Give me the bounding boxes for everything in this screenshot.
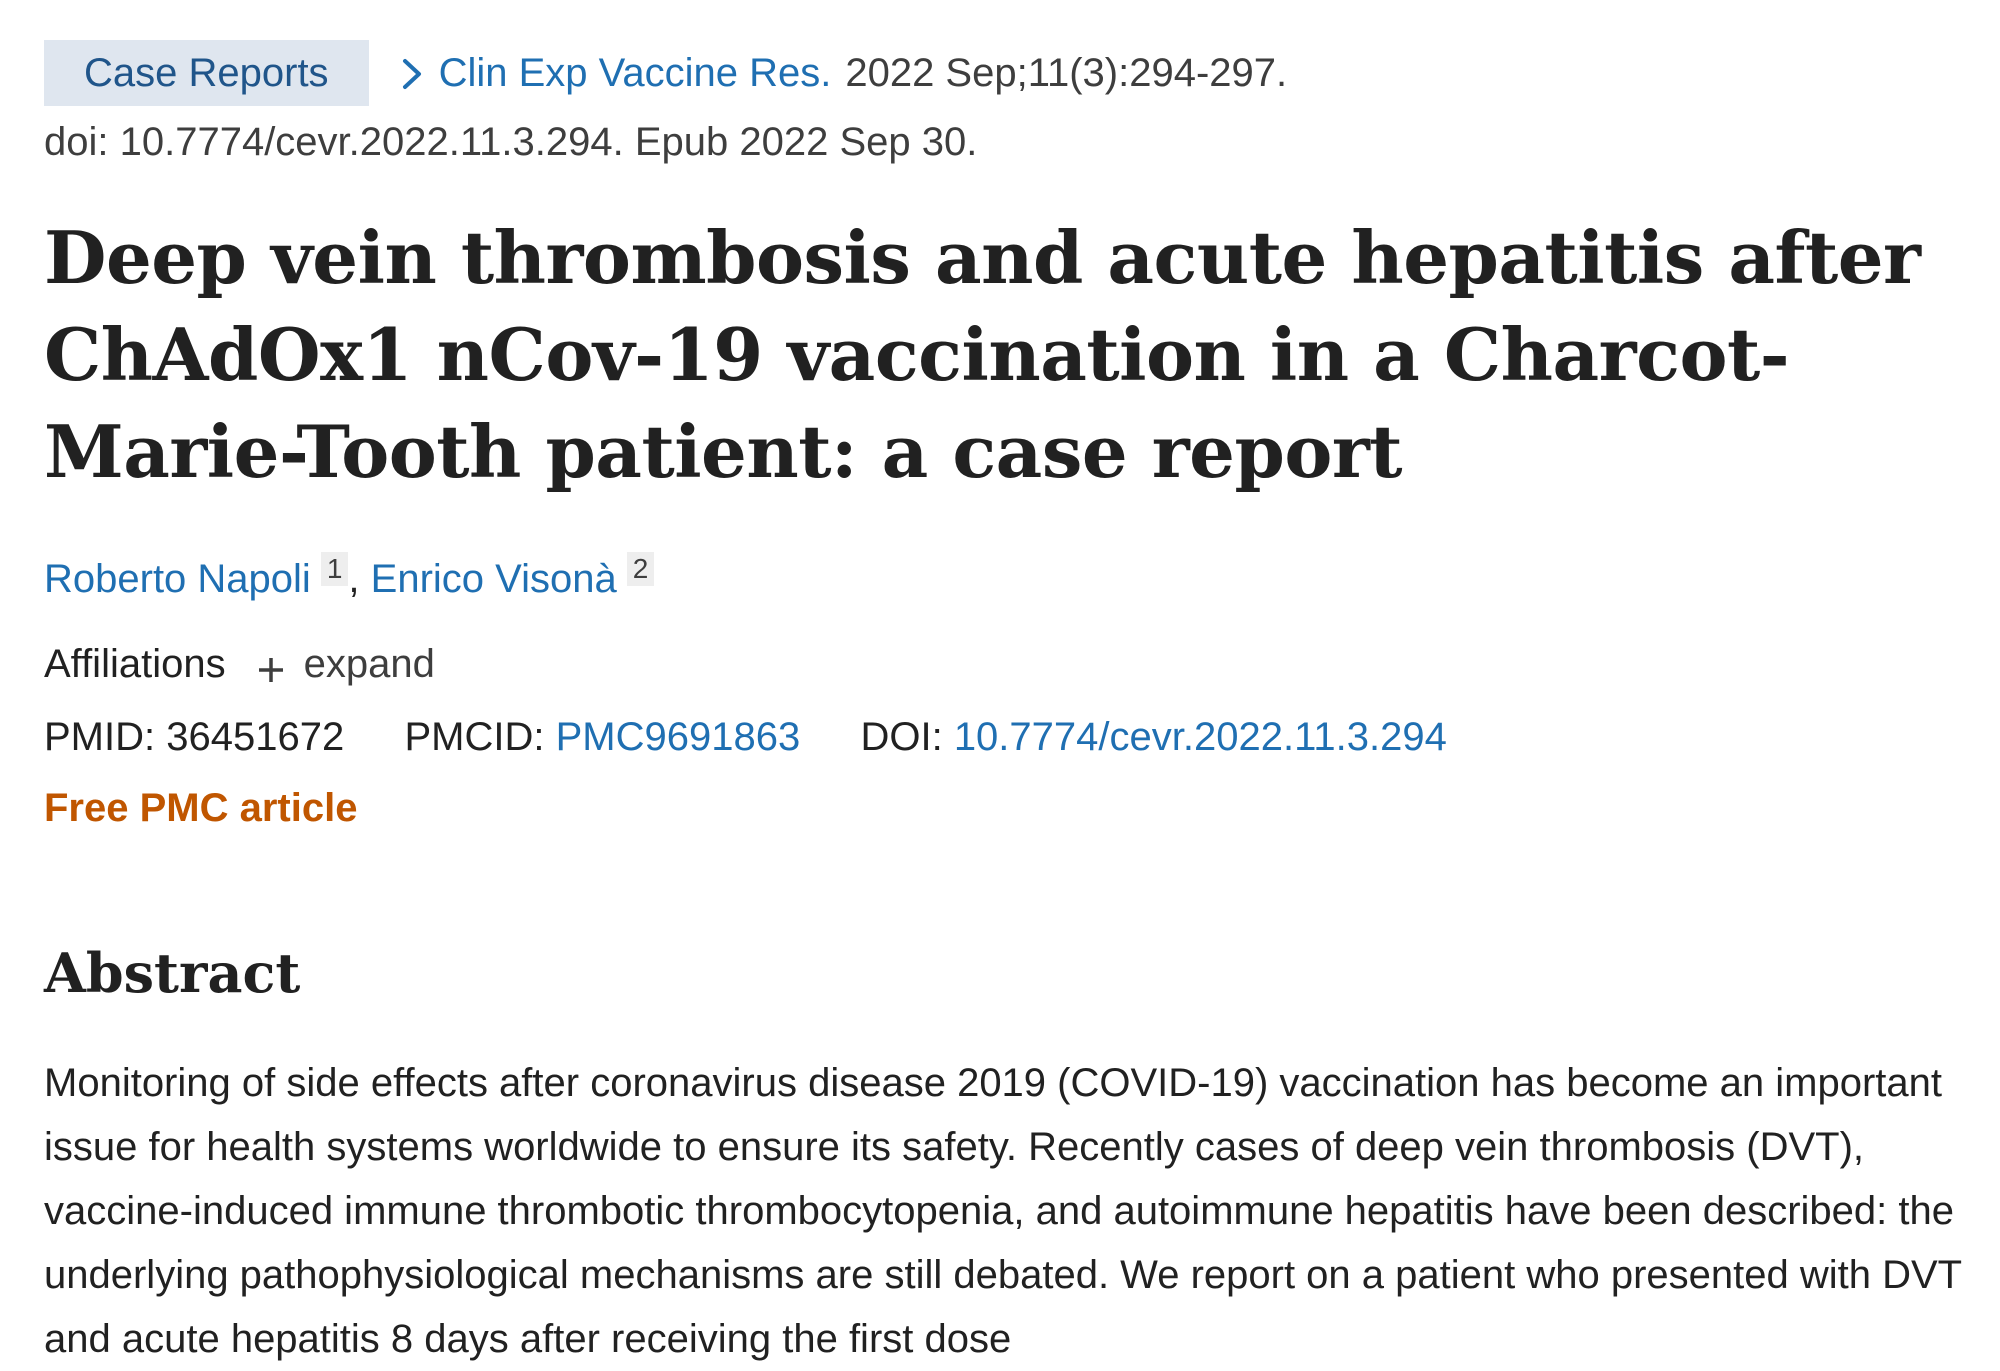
- pmid-value: 36451672: [166, 715, 345, 759]
- article-title: Deep vein thrombosis and acute hepatitis after ChAdOx1 nCov-19 vaccination in a Charcot-Marie-Tooth patient: a case report: [44, 215, 1921, 494]
- citation-date-volume: 2022 Sep;11(3):294-297.: [845, 50, 1288, 95]
- author-list: [44, 552, 1974, 602]
- abstract-heading: Abstract: [44, 941, 301, 1005]
- affiliations-row: [44, 642, 1974, 687]
- pmcid-link[interactable]: PMC9691863: [555, 715, 801, 759]
- article-page: [44, 40, 1974, 1371]
- affiliation-number[interactable]: 1: [321, 552, 349, 586]
- expand-label: expand: [303, 642, 435, 686]
- doi-epub-line: doi: 10.7774/cevr.2022.11.3.294. Epub 2022 Sep 30.: [44, 120, 978, 164]
- author-separator: ,: [348, 557, 360, 601]
- chevron-right-icon: [399, 53, 429, 93]
- doi-link[interactable]: 10.7774/cevr.2022.11.3.294: [953, 715, 1447, 759]
- pmcid-label: PMCID:: [404, 715, 545, 759]
- author-link[interactable]: Roberto Napoli: [44, 557, 311, 601]
- affiliations-label: Affiliations: [44, 642, 226, 686]
- identifiers-row: [44, 715, 1974, 760]
- pmid-label: PMID:: [44, 715, 156, 759]
- publication-type-badge[interactable]: Case Reports: [44, 40, 369, 106]
- journal-link[interactable]: Clin Exp Vaccine Res.: [438, 50, 832, 95]
- doi-label: DOI:: [860, 715, 943, 759]
- author-link[interactable]: Enrico Visonà: [370, 557, 617, 601]
- abstract-text: Monitoring of side effects after coronavirus disease 2019 (COVID-19) vaccination has become an important issue for health systems worldwide to ensure its safety. Recently cases of deep vein thrombosis (DVT), vaccine-induced immune thrombotic thrombocytopenia, and autoimmune hepatitis have been described: the underlying pathophysiological mechanisms are still debated. We report on a patient who presented with DVT and acute hepatitis 8 days after receiving the first dose: [44, 1061, 1962, 1361]
- affiliation-number[interactable]: 2: [627, 552, 655, 586]
- plus-icon: [256, 650, 286, 680]
- citation-line: [44, 40, 1974, 106]
- free-pmc-article-link[interactable]: Free PMC article: [44, 786, 358, 830]
- expand-affiliations-button[interactable]: [256, 642, 435, 687]
